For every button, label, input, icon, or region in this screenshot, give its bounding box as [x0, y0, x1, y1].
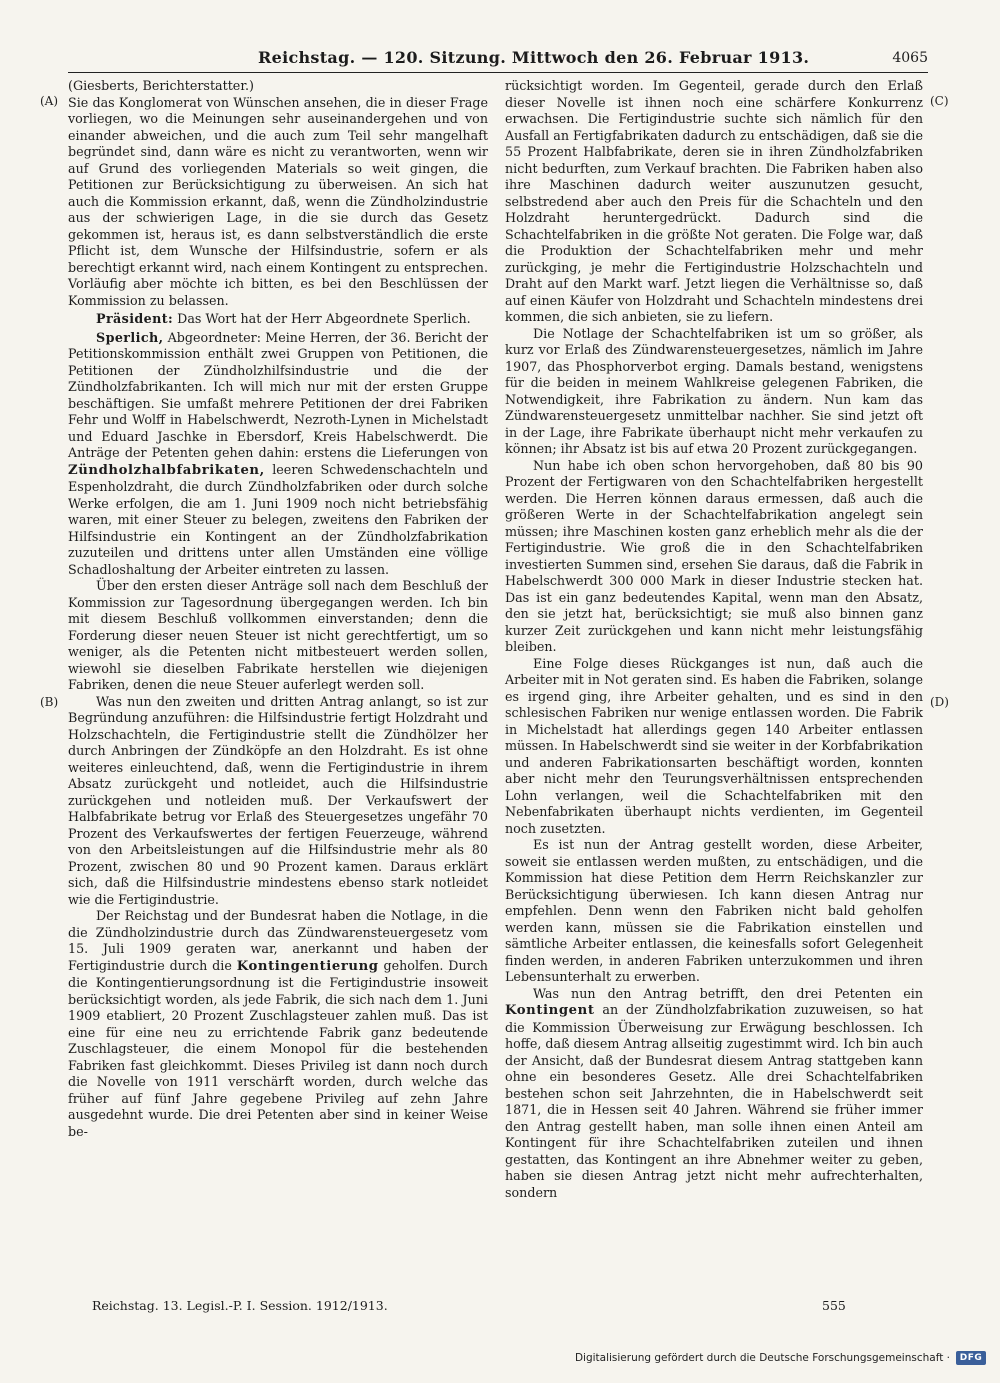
paragraph: rücksichtigt worden. Im Gegenteil, gerade durch den Erlaß dieser Novelle ist ihnen noch eine schärfere Konkurrenz erwachsen. Die Fertigindustrie suchte sich nämlich für den Ausfall an Fertigfabrikaten dadurch zu entschädigen, daß sie die 55 Prozent Halbfabrikate, deren sie in ihren Zündholzfabriken nicht bedurften, zum Verkauf brachten. Die Fabriken haben also ihre Maschinen dadurch weiter auszunutzen gesucht, selbstredend aber auch den Preis für die Schachteln und den Holzdraht heruntergedrückt. Dadurch sind die Schachtelfabriken in die größte Not geraten. Die Folge war, daß die Produktion der Schachtelfabriken mehr und mehr zurückging, je mehr die Fertigindustrie Holzschachteln und Draht auf den Markt warf. Jetzt liegen die Verhältnisse so, daß auf einen Käufer von Holzdraht und Schachteln mindestens drei kommen, die sich anbieten, sie zu liefern.	[505, 78, 923, 324]
emphasized-term: Zündholzhalbfabrikaten,	[68, 462, 265, 478]
banner-text: Digitalisierung gefördert durch die Deutsche Forschungsgemeinschaft ·	[574, 1352, 950, 1364]
paragraph	[68, 311, 488, 328]
paragraph: Die Notlage der Schachtelfabriken ist um so größer, als kurz vor Erlaß des Zündwarensteuergesetzes, nämlich im Jahre 1907, das Phosphorverbot erging. Damals bestand, wenigstens für die beiden in meinem Wahlkreise gelegenen Fabriken, die Notwendigkeit, ihre Fabrikation zu ändern. Nun kam das Zündwarensteuergesetz unmittelbar nachher. Sie sind jetzt oft in der Lage, ihre Fabrikate überhaupt nicht mehr verkaufen zu können; ihr Absatz ist bis auf etwa 20 Prozent zurückgegangen.	[505, 325, 923, 456]
paragraph: Eine Folge dieses Rückganges ist nun, daß auch die Arbeiter mit in Not geraten sind. Es haben die Fabriken, solange es irgend ging, ihre Arbeiter gehalten, und es sind in den schlesischen Fabriken nur wenige entlassen worden. Die Fabrik in Michelstadt hat allerdings gegen 140 Arbeiter entlassen müssen. In Habelschwerdt sind sie weiter in der Korbfabrikation und anderen Fabrikationsarten beschäftigt worden, konnten aber nicht mehr den Teurungsverhältnissen entsprechenden Lohn verlangen, weil die Schachtelfabriken mit den Nebenfabrikaten überhaupt nichts verdienten, im Gegenteil noch zusetzten.	[505, 655, 923, 836]
paragraph: Was nun den zweiten und dritten Antrag anlangt, so ist zur Begründung anzuführen: die Hilfsindustrie fertigt Holzdraht und Holzschachteln, die Fertigindustrie stellt die Zündhölzer her durch Anbringen der Zündköpfe an den Holzdraht. Es ist ohne weiteres einleuchtend, daß, wenn die Fertigindustrie in ihrem Absatz zurückgeht und notleidet, auch die Hilfsindustrie zurückgehen und notleiden muß. Der Verkaufswert der Halbfabrikate betrug vor Erlaß des Steuergesetzes ungefähr 70 Prozent des Verkaufswertes der fertigen Feuerzeuge, während von den Arbeitsleistungen auf die Hilfsindustrie mehr als 80 Prozent, zwischen 80 und 90 Prozent kamen. Daraus erklärt sich, daß die Hilfsindustrie mindestens ebenso stark notleidet wie die Fertigindustrie.	[68, 693, 488, 907]
paragraph-text: Das Wort hat der Herr Abgeordnete Sperlich.	[173, 311, 471, 326]
speaker-name: Sperlich,	[96, 329, 164, 345]
paragraph-text: Was nun den Antrag betrifft, den drei Petenten ein	[533, 985, 923, 1001]
paragraph-text: Abgeordneter: Meine Herren, der 36. Bericht der Petitionskommission enthält zwei Gruppen von Petitionen, die Petitionen der Zündholzhilfsindustrie und die der Zündholzfabrikanten. Ich will mich nur mit der ersten Gruppe beschäftigen. Sie umfaßt mehrere Petitionen der drei Fabriken Fehr und Wolff in Habelschwerdt, Nezroth-Lynen in Michelstadt und Eduard Jaschke in Ebersdorf, Kreis Habelschwerdt. Die Anträge der Petenten gehen dahin: erstens die Lieferungen von	[68, 329, 488, 460]
emphasized-term: Kontingent	[505, 1003, 595, 1018]
speaker-name: Präsident:	[96, 311, 174, 326]
dfg-logo-icon: DFG	[956, 1351, 986, 1365]
page-title: Reichstag. — 120. Sitzung. Mittwoch den 26. Februar 1913.	[258, 48, 810, 67]
paragraph-text: geholfen. Durch die Kontingentierungsordnung ist die Fertigindustrie insoweit berücksichtigt worden, als jede Fabrik, die sich nach dem 1. Juni 1909 etabliert, 20 Prozent Zuschlagsteuer zahlen muß. Das ist eine für eine neu zu errichtende Fabrik ganz bedeutende Zuschlagsteuer, die einem Monopol für die bestehenden Fabriken fast gleichkommt. Dieses Privileg ist dann noch durch die Novelle von 1911 verschärft worden, durch welche das früher auf fünf Jahre gegebene Privileg auf zehn Jahre ausgedehnt wurde. Die drei Petenten aber sind in keiner Weise be-	[68, 957, 488, 1139]
session-footer: Reichstag. 13. Legisl.-P. I. Session. 1912/1913.	[92, 1298, 388, 1313]
digitization-banner	[575, 1351, 986, 1365]
page-header	[68, 48, 928, 73]
margin-marker-d: (D)	[930, 695, 949, 709]
paragraph	[505, 986, 923, 1202]
paragraph-text: Der Reichstag und der Bundesrat haben die Notlage, in die die Zündholzindustrie durch das Zündwarensteuergesetz vom 15. Juli 1909 geraten war, anerkannt und haben der Fertigindustrie durch die	[68, 908, 488, 973]
paragraph: Über den ersten dieser Anträge soll nach dem Beschluß der Kommission zur Tagesordnung übergegangen werden. Ich bin mit diesem Beschluß vollkommen einverstanden; denn die Forderung dieser neuen Steuer ist nicht gerechtfertigt, um so weniger, als die Petenten nicht mitbesteuert werden sollen, wiewohl sie dieselben Fabrikate herstellen wie diejenigen Fabriken, denen die neue Steuer auferlegt werden soll.	[68, 578, 488, 692]
paragraph	[68, 908, 488, 1140]
page-number: 4065	[892, 50, 928, 66]
margin-marker-a: (A)	[40, 94, 59, 108]
left-column	[68, 78, 488, 1140]
paragraph: Sie das Konglomerat von Wünschen ansehen, die in dieser Frage vorliegen, wo die Meinungen sehr auseinandergehen und von einander abweichen, und die auch zum Teil sehr mangelhaft begründet sind, dann wäre es nicht zu verantworten, wenn wir auf Grund des vorliegenden Materials so weit gingen, die Petitionen zur Berücksichtigung zu überweisen. An sich hat auch die Kommission erkannt, daß, wenn die Zündholzindustrie aus der schwierigen Lage, in die sie durch das Gesetz gekommen ist, heraus ist, es dann selbstverständlich die erste Pflicht ist, dem Wunsche der Hilfsindustrie, sofern er als berechtigt erkannt wird, nach einem Kontingent zu entsprechen. Vorläufig aber möchte ich bitten, es bei den Beschlüssen der Kommission zu belassen.	[68, 94, 488, 308]
emphasized-term: Kontingentierung	[236, 958, 379, 974]
sheet-number: 555	[822, 1298, 846, 1313]
paragraph-text: leeren Schwedenschachteln und Espenholzdraht, die durch Zündholzfabriken oder durch solche Werke erfolgen, die am 1. Juni 1909 noch nicht betriebsfähig waren, mit einer Steuer zu belegen, zweitens den Fabriken der Hilfsindustrie ein Kontingent an der Zündholzfabrikation zuzuteilen und drittens unter allen Umständen eine völlige Schadloshaltung der Arbeiter eintreten zu lassen.	[68, 461, 488, 577]
right-column	[505, 78, 923, 1201]
margin-marker-c: (C)	[930, 94, 949, 108]
paragraph: Nun habe ich oben schon hervorgehoben, daß 80 bis 90 Prozent der Fertigwaren von den Schachtelfabriken hergestellt werden. Die Herren können daraus ermessen, daß auch die größeren Werte in der Schachtelfabrikation angelegt sein müssen; ihre Maschinen kosten ganz erheblich mehr als die der Fertigindustrie. Wie groß die in den Schachtelfabriken investierten Summen sind, ersehen Sie daraus, daß die Fabrik in Habelschwerdt 300 000 Mark in dieser Industrie stecken hat. Das ist ein ganz bedeutendes Kapital, wenn man den Absatz, den sie jetzt hat, berücksichtigt; sie muß also binnen ganz kurzer Zeit zurückgehen und kann nicht mehr leistungsfähig bleiben.	[505, 457, 923, 654]
margin-marker-b: (B)	[40, 695, 59, 709]
paragraph-text: an der Zündholzfabrikation zuzuweisen, so hat die Kommission Überweisung zur Erwägung beschlossen. Ich hoffe, daß diesem Antrag allseitig zugestimmt wird. Ich bin auch der Ansicht, daß der Bundesrat diesem Antrag stattgeben kann ohne ein besonderes Gesetz. Alle drei Schachtelfabriken bestehen schon seit Jahrzehnten, die in Habelschwerdt seit 1871, die in Hessen seit 40 Jahren. Während sie früher immer den Antrag gestellt haben, man solle ihnen einen Anteil am Kontingent für ihre Schachtelfabriken zuteilen und ihnen gestatten, das Kontingent an ihre Abnehmer weiter zu geben, haben sie diesen Antrag jetzt nicht mehr aufrechterhalten, sondern	[505, 1002, 923, 1200]
attribution: (Giesberts, Berichterstatter.)	[68, 78, 254, 93]
paragraph: Es ist nun der Antrag gestellt worden, diese Arbeiter, soweit sie entlassen werden mußten, zu entschädigen, und die Kommission hat diese Petition dem Herrn Reichskanzler zur Berücksichtigung überwiesen. Ich kann diesen Antrag nur empfehlen. Denn wenn den Fabriken nicht bald geholfen werden kann, müssen sie die Fabrikation einstellen und sämtliche Arbeiter entlassen, die keinesfalls sofort Gelegenheit finden werden, in anderen Fabriken unterzukommen und ihren Lebensunterhalt zu erwerben.	[505, 837, 923, 984]
paragraph	[68, 330, 488, 579]
